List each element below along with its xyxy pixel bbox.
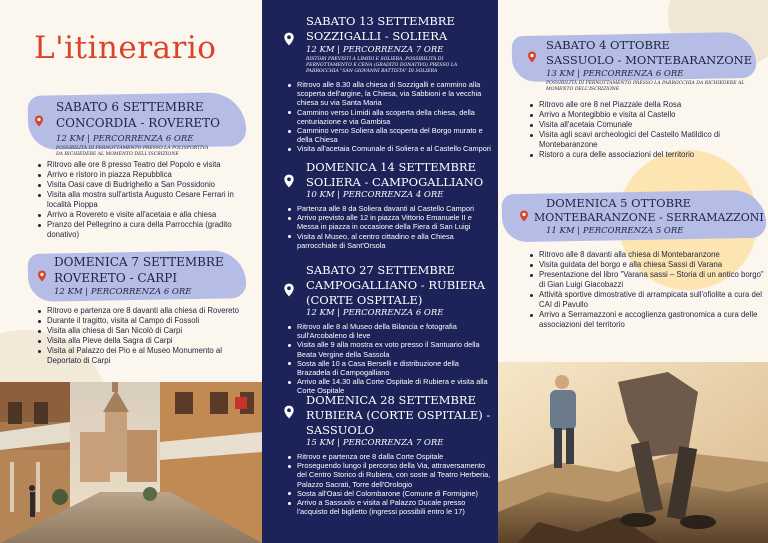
list-item: Pranzo del Pellegrino a cura della Parrocchia (gradito donativo) — [36, 220, 258, 240]
list-item: Cammino verso Limidi alla scoperta della chiesa, della centuriazione e via Gambisa — [286, 108, 494, 126]
stage-date: DOMENICA 7 SETTEMBRE — [54, 255, 224, 269]
stage-route: SOZZIGALLI - SOLIERA — [306, 29, 448, 43]
stage-activity-list — [528, 250, 764, 330]
right-panel — [498, 0, 768, 543]
list-item: Ritrovo alle ore 8 nel Piazzale della Rosa — [528, 100, 764, 110]
map-pin-icon — [526, 51, 538, 63]
stage-route: SOLIERA - CAMPOGALLIANO — [306, 175, 484, 189]
list-item: Visita alle 9 alla mostra ex voto presso il Santuario della Beata Vergine della Sassola — [286, 340, 494, 358]
list-item: Ritrovo e partenza ore 8 dalla Corte Ospitale — [286, 452, 494, 461]
stage-distance: 10 KM | PERCORRENZA 4 ORE — [306, 190, 444, 200]
stage-route: CONCORDIA - ROVERETO — [56, 116, 221, 130]
stage-activity-list — [286, 452, 494, 516]
list-item: Visita alla mostra sull'artista Augusto Cesare Ferrari in località Pioppa — [36, 190, 258, 210]
list-item: Visita Oasi cave di Budrighello a San Possidonio — [36, 180, 258, 190]
list-item: Ritrovo alle 8.30 alla chiesa di Sozzigalli e cammino alla scoperta dell'argine, la Chiesa, via Sabbioni e la vecchia chiesa su via Santa Maria — [286, 80, 494, 108]
stage-distance: 13 KM | PERCORRENZA 6 ORE — [546, 69, 684, 79]
list-item: Durante il tragitto, visita al Campo di Fossoli — [36, 316, 258, 326]
map-pin-icon — [518, 210, 530, 222]
stage-activity-list — [286, 80, 494, 154]
list-item: Visita agli scavi archeologici del Castello Matildico di Montebaranzone — [528, 130, 764, 150]
list-item: Visita al Museo, al centro cittadino e alla Chiesa parrocchiale di Sant'Orsola — [286, 232, 494, 250]
map-pin-icon — [282, 405, 296, 419]
stage-route: CAMPOGALLIANO - RUBIERA — [306, 278, 486, 292]
list-item: Ristoro a cura delle associazioni del territorio — [528, 150, 764, 160]
list-item: Partenza alle 8 da Soliera davanti al Castello Campori — [286, 204, 494, 213]
stage-activity-list — [528, 100, 764, 160]
list-item: Visita alla chiesa di San Nicolò di Carpi — [36, 326, 258, 336]
stage-date: DOMENICA 28 SETTEMBRE — [306, 393, 476, 407]
list-item: Arrivo previsto alle 12 in piazza Vittorio Emanuele II e Messa in piazza in occasione della Fiera di San Luigi — [286, 213, 494, 231]
map-pin-icon — [33, 115, 45, 127]
stage-date: DOMENICA 14 SETTEMBRE — [306, 160, 476, 174]
list-item: Ritrovo alle ore 8 presso Teatro del Popolo e visita — [36, 160, 258, 170]
list-item: Arrivo a Rovereto e visite all'acetaia e alla chiesa — [36, 210, 258, 220]
list-item: Ritrovo e partenza ore 8 davanti alla chiesa di Rovereto — [36, 306, 258, 316]
stage-date: SABATO 27 SETTEMBRE — [306, 263, 455, 277]
stage-activity-list — [286, 322, 494, 396]
stage-note: POSSIBILITÀ DI PERNOTTAMENTO PRESSO LA PARROCCHIA DA RICHIEDERE AL MOMENTO DELL'ISCRIZIONE — [546, 81, 745, 92]
stage-activity-list — [36, 306, 258, 366]
stage-activity-list — [286, 204, 494, 250]
list-item: Proseguendo lungo il percorso della Via, attraversamento del Centro Storico di Rubiera, con soste al Teatro Herberia, Palazzo Sacrati, Torre dell'Orologio — [286, 461, 494, 489]
list-item: Ritrovo alle 8 al Museo della Bilancia e fotografia sull'Arcobaleno di leve — [286, 322, 494, 340]
list-item: Sosta all'Oasi del Colombarone (Comune di Formigine) — [286, 489, 494, 498]
stage-distance: 12 KM | PERCORRENZA 6 ORE — [54, 287, 192, 297]
list-item: Arrivo a Montegibbio e visita al Castello — [528, 110, 764, 120]
list-item: Visita all'acetaia Comunale — [528, 120, 764, 130]
list-item: Presentazione del libro "Varana sassi – Storia di un antico borgo" di Gian Luigi Giacobazzi — [528, 270, 764, 290]
stage-distance: 12 KM | PERCORRENZA 6 ORE — [56, 134, 194, 144]
stage-note: RISTORI PREVISTI A LIMIDI E SOLIERA, POSSIBILITÀ DI PERNOTTAMENTO E CENA (GRADITO DONATIVO) PRESSO LA PARROCCHIA "SAN GIOVANNI BATTISTA" DI SOLIERA — [306, 57, 458, 74]
stage-date: SABATO 13 SETTEMBRE — [306, 14, 455, 28]
map-pin-icon — [282, 174, 296, 188]
stage-date: SABATO 6 SETTEMBRE — [56, 100, 204, 114]
stage-route-continued: SASSUOLO — [306, 423, 374, 437]
map-pin-icon — [282, 32, 296, 46]
stage-activity-list — [36, 160, 258, 240]
stage-distance: 15 KM | PERCORRENZA 7 ORE — [306, 438, 444, 448]
list-item: Visita alla Pieve della Sagra di Carpi — [36, 336, 258, 346]
hikers-photo — [498, 362, 768, 543]
list-item: Arrivo a Serramazzoni e accoglienza gastronomica a cura delle associazioni del territorio — [528, 310, 764, 330]
left-panel — [0, 0, 262, 543]
list-item: Ritrovo alle 8 davanti alla chiesa di Montebaranzone — [528, 250, 764, 260]
middle-panel — [262, 0, 498, 543]
stage-route-continued: (CORTE OSPITALE) — [306, 293, 423, 307]
stage-route: MONTEBARANZONE - SERRAMAZZONI — [534, 211, 764, 224]
list-item: Arrivo a Sassuolo e visita al Palazzo Ducale presso l'acquisto del biglietto (ingressi possibili entro le 17) — [286, 498, 494, 516]
page-title: L'itinerario — [34, 30, 217, 66]
stage-date: DOMENICA 5 OTTOBRE — [546, 196, 692, 210]
stage-date: SABATO 4 OTTOBRE — [546, 38, 670, 52]
stage-note: POSSIBILITÀ DI PERNOTTAMENTO PRESSO LA POLISPORTIVA DA RICHIEDERE AL MOMENTO DELL'ISCRIZIONE — [56, 146, 209, 157]
list-item: Cammino verso Soliera alla scoperta del Borgo murato e della Chiesa — [286, 126, 494, 144]
stage-distance: 12 KM | PERCORRENZA 6 ORE — [306, 308, 444, 318]
list-item: Attività sportive dimostrative di arrampicata sull'ofiolite a cura del CAI di Pavullo — [528, 290, 764, 310]
list-item: Arrivo alle 14.30 alla Corte Ospitale di Rubiera e visita alla Corte Ospitale — [286, 377, 494, 395]
carpi-street-photo — [0, 382, 262, 543]
map-pin-icon — [282, 283, 296, 297]
list-item: Visita all'acetaia Comunale di Soliera e al Castello Campori — [286, 144, 494, 153]
stage-route: RUBIERA (CORTE OSPITALE) - — [306, 408, 491, 422]
stage-distance: 11 KM | PERCORRENZA 5 ORE — [546, 226, 684, 236]
stage-route: SASSUOLO - MONTEBARANZONE — [546, 53, 753, 67]
list-item: Arrivo e ristoro in piazza Repubblica — [36, 170, 258, 180]
stage-distance: 12 KM | PERCORRENZA 7 ORE — [306, 45, 444, 55]
stage-route: ROVERETO - CARPI — [54, 271, 178, 285]
list-item: Visita guidata del borgo e alla chiesa Sassi di Varana — [528, 260, 764, 270]
list-item: Sosta alle 10 a Casa Berselli e distribuzione della Brazadela di Campogalliano — [286, 359, 494, 377]
map-pin-icon — [36, 270, 48, 282]
list-item: Visita al Palazzo dei Pio e al Museo Monumento al Deportato di Carpi — [36, 346, 258, 366]
